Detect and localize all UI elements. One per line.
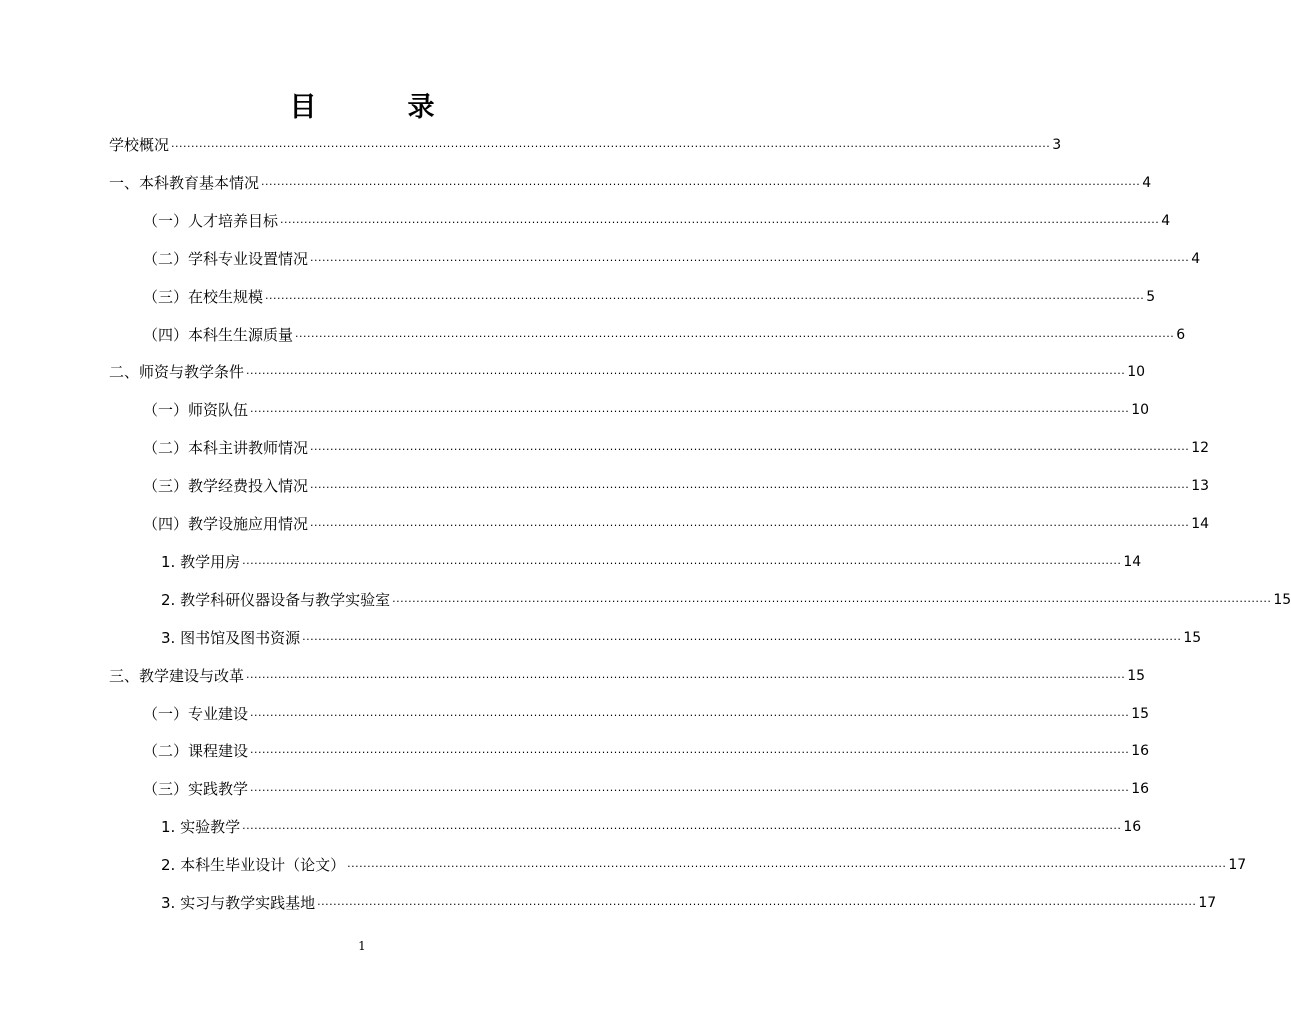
toc-entry[interactable] <box>161 543 1142 581</box>
toc-entry-label: （一）人才培养目标 <box>143 211 279 230</box>
toc-dot-leader: ............................................................................................................................................................................................................................ <box>250 402 1130 416</box>
toc-entry-label: 2. 本科生毕业设计（论文） <box>161 856 346 875</box>
toc-dot-leader: ............................................................................................................................................................................................................................ <box>242 819 1122 833</box>
toc-dot-leader: ............................................................................................................................................................................................................................ <box>250 705 1130 719</box>
toc-entry-page: 14 <box>1123 553 1142 570</box>
toc-entry[interactable] <box>109 126 1062 164</box>
toc-entry-label: （四）教学设施应用情况 <box>143 515 309 533</box>
toc-entry-page: 12 <box>1191 440 1210 457</box>
toc-entry-page: 15 <box>1127 667 1146 684</box>
toc-entry-label: （一）师资队伍 <box>143 401 249 420</box>
toc-entry-page: 17 <box>1198 895 1217 911</box>
toc-dot-leader: ............................................................................................................................................................................................................................ <box>310 516 1190 529</box>
toc-entry[interactable] <box>161 808 1142 846</box>
page-title: 目 录 <box>289 92 467 123</box>
toc-entry-page: 4 <box>1161 212 1171 229</box>
toc-entry-label: （三）实践教学 <box>143 780 249 799</box>
toc-entry-label: 2. 教学科研仪器设备与教学实验室 <box>161 590 391 609</box>
toc-entry[interactable] <box>143 505 1210 543</box>
toc-entry-page: 17 <box>1228 857 1247 874</box>
toc-dot-leader: ............................................................................................................................................................................................................................ <box>265 288 1145 302</box>
toc-entry[interactable] <box>143 770 1150 808</box>
toc-entry-label: （二）学科专业设置情况 <box>143 249 309 268</box>
toc-entry-label: （三）在校生规模 <box>143 287 264 306</box>
toc-entry-label: （一）专业建设 <box>143 704 249 723</box>
toc-dot-leader: ............................................................................................................................................................................................................................ <box>250 781 1130 795</box>
toc-dot-leader: ............................................................................................................................................................................................................................ <box>246 364 1126 378</box>
toc-entry-label: 学校概况 <box>109 136 170 154</box>
toc-entry-label: 三、教学建设与改革 <box>109 666 245 685</box>
toc-entry[interactable] <box>143 391 1150 429</box>
toc-entry[interactable] <box>161 619 1202 657</box>
toc-entry-page: 5 <box>1146 288 1156 305</box>
toc-entry-label: 3. 图书馆及图书资源 <box>161 628 301 647</box>
toc-entry-page: 10 <box>1127 364 1146 381</box>
toc-entry-label: 二、师资与教学条件 <box>109 363 245 382</box>
toc-entry-page: 16 <box>1131 743 1150 760</box>
toc-entry-page: 15 <box>1131 705 1150 722</box>
toc-entry-label: 1. 实验教学 <box>161 818 241 837</box>
toc-entry-page: 4 <box>1191 250 1201 267</box>
toc-entry-label: （四）本科生生源质量 <box>143 325 294 344</box>
toc-entry[interactable] <box>161 884 1217 922</box>
toc-entry-label: （二）本科主讲教师情况 <box>143 439 309 458</box>
toc-dot-leader: ............................................................................................................................................................................................................................ <box>280 212 1160 226</box>
toc-entry-page: 15 <box>1183 629 1202 646</box>
toc-entry[interactable] <box>143 202 1171 240</box>
toc-entry[interactable] <box>143 732 1150 770</box>
toc-entry[interactable] <box>109 164 1152 202</box>
toc-dot-leader: ............................................................................................................................................................................................................................ <box>295 326 1175 340</box>
page-number: 1 <box>358 939 366 953</box>
toc-entry[interactable] <box>143 429 1210 467</box>
toc-entry-page: 4 <box>1142 174 1152 191</box>
toc-entry-page: 13 <box>1191 478 1210 495</box>
toc-entry[interactable] <box>143 240 1201 278</box>
toc-dot-leader: ............................................................................................................................................................................................................................ <box>317 895 1197 908</box>
toc-entry[interactable] <box>161 846 1247 884</box>
toc-entry-label: （三）教学经费投入情况 <box>143 477 309 496</box>
toc-entry-page: 3 <box>1052 137 1062 153</box>
toc-entry-page: 6 <box>1176 326 1186 343</box>
toc-entry-page: 10 <box>1131 402 1150 419</box>
toc-entry-page: 16 <box>1123 819 1142 836</box>
toc-entry[interactable] <box>161 581 1291 619</box>
toc-dot-leader: ............................................................................................................................................................................................................................ <box>250 743 1130 757</box>
toc-entry[interactable] <box>109 353 1146 391</box>
toc-entry-page: 14 <box>1191 516 1210 532</box>
toc-dot-leader: ............................................................................................................................................................................................................................ <box>246 667 1126 681</box>
toc-entry-label: 3. 实习与教学实践基地 <box>161 894 316 912</box>
toc-entry-label: 一、本科教育基本情况 <box>109 173 260 192</box>
toc-dot-leader: ............................................................................................................................................................................................................................ <box>347 857 1227 871</box>
toc-dot-leader: ............................................................................................................................................................................................................................ <box>261 174 1141 188</box>
toc-dot-leader: ............................................................................................................................................................................................................................ <box>392 591 1272 605</box>
toc-dot-leader: ............................................................................................................................................................................................................................ <box>310 250 1190 264</box>
toc-entry[interactable] <box>109 657 1146 695</box>
toc-entry[interactable] <box>143 695 1150 733</box>
toc-dot-leader: ............................................................................................................................................................................................................................ <box>242 553 1122 567</box>
toc-entry-label: 1. 教学用房 <box>161 552 241 571</box>
toc-entry[interactable] <box>143 467 1210 505</box>
toc-entry[interactable] <box>143 316 1186 354</box>
toc-entry-page: 15 <box>1273 591 1291 608</box>
toc-entry-label: （二）课程建设 <box>143 742 249 761</box>
toc-dot-leader: ............................................................................................................................................................................................................................ <box>171 137 1051 150</box>
toc-dot-leader: ............................................................................................................................................................................................................................ <box>310 478 1190 492</box>
toc-entry[interactable] <box>143 278 1156 316</box>
toc-dot-leader: ............................................................................................................................................................................................................................ <box>302 629 1182 643</box>
toc-dot-leader: ............................................................................................................................................................................................................................ <box>310 440 1190 454</box>
toc-entry-page: 16 <box>1131 781 1150 798</box>
